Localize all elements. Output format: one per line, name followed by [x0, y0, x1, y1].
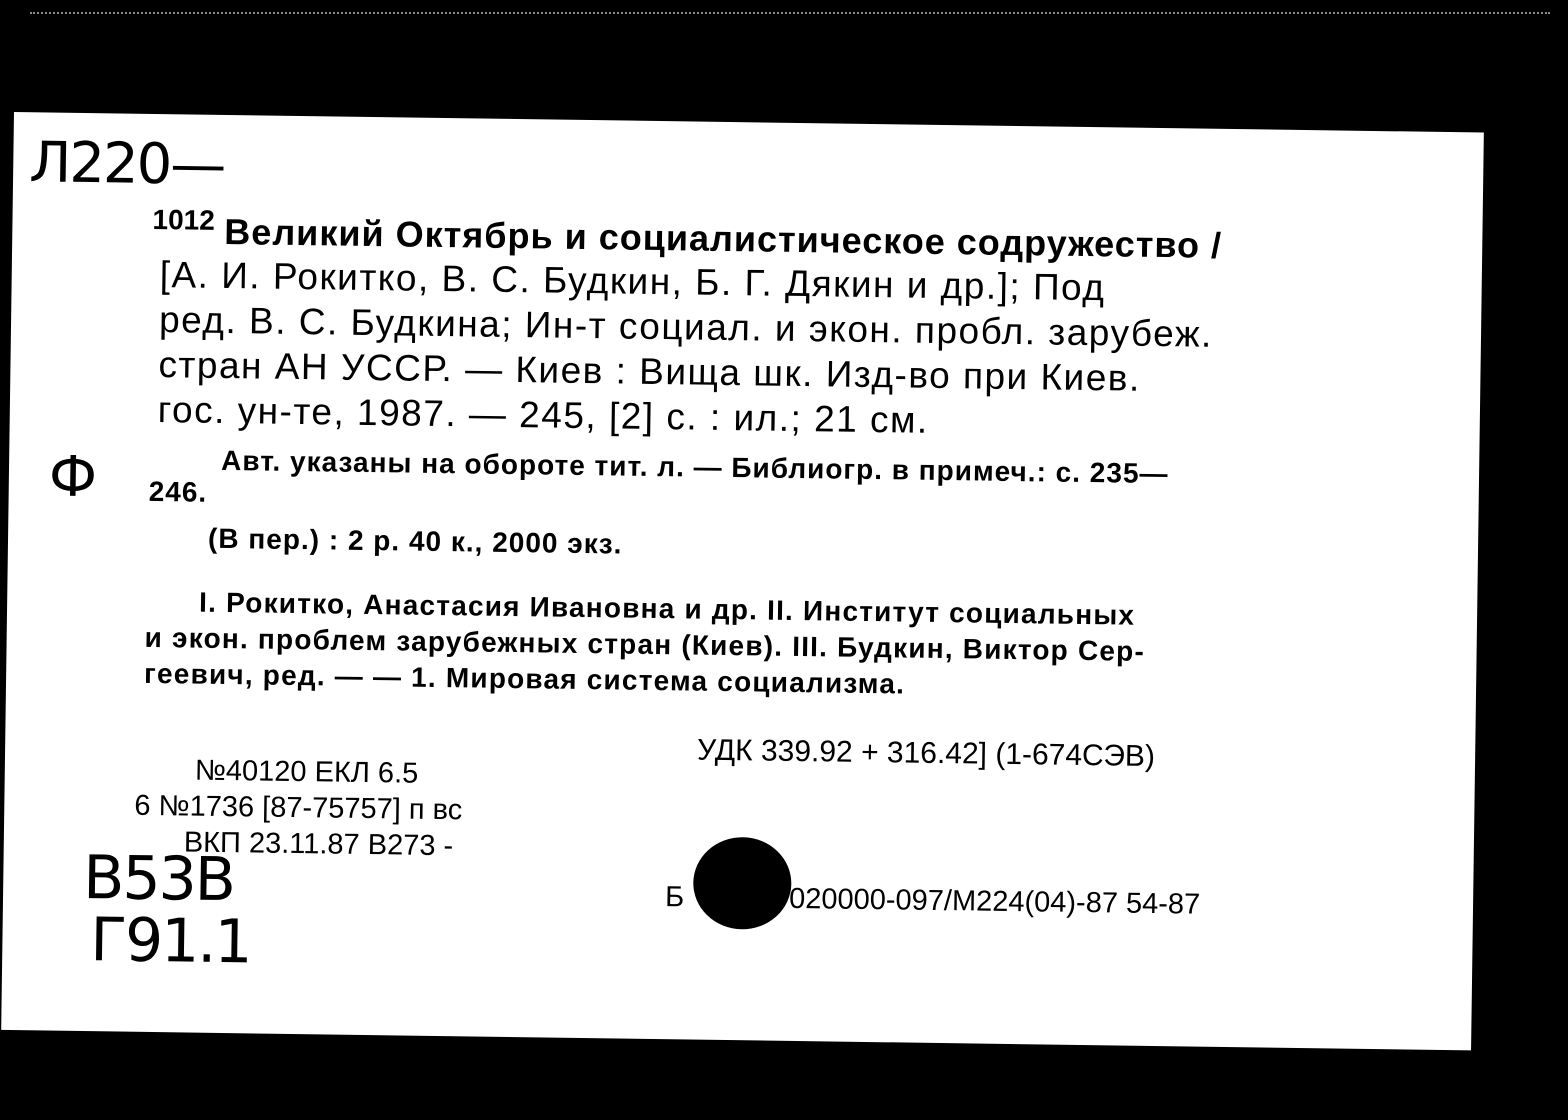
scan-top-rule	[30, 12, 1550, 14]
price-line: (В пер.) : 2 р. 40 к., 2000 экз.	[207, 522, 623, 560]
body-line-3: стран АН УССР. — Киев : Вища шк. Изд-во при Киев.	[158, 344, 1142, 399]
book-title: Великий Октябрь и социалистическое содружество /	[224, 210, 1223, 266]
subject-line-3: геевич, ред. — — 1. Мировая система социализма.	[143, 657, 906, 700]
ink-blot	[693, 837, 792, 930]
catalog-card	[1, 112, 1484, 1050]
subject-line-2: и экон. проблем зарубежных стран (Киев). III. Будкин, Виктор Сер-	[144, 621, 1146, 667]
handwritten-call-number: Л220—	[28, 130, 225, 198]
body-line-2: ред. В. С. Будкина; Ин-т социал. и экон. пробл. зарубеж.	[158, 299, 1214, 355]
catalog-line-1: №40120 ЕКЛ 6.5	[194, 754, 419, 790]
handwritten-shelf-code-1: В53В	[82, 843, 235, 916]
handwritten-phi: Ф	[48, 444, 98, 511]
note-line-2: 246.	[148, 475, 208, 508]
subject-line-1: I. Рокитко, Анастасия Ивановна и др. II. Институт социальных	[198, 586, 1136, 631]
body-line-1: [А. И. Рокитко, В. С. Будкин, Б. Г. Дякин и др.]; Под	[159, 254, 1106, 309]
bbk-prefix: Б	[664, 881, 685, 914]
note-line-1: Авт. указаны на обороте тит. л. — Библиогр. в примеч.: с. 235—	[220, 444, 1169, 490]
catalog-line-3: ВКП 23.11.87 В273 -	[183, 826, 454, 863]
handwritten-shelf-code-2: Г91.1	[89, 905, 252, 978]
shelf-number: 1012	[152, 203, 216, 236]
body-line-4: гос. ун-те, 1987. — 245, [2] с. : ил.; 21 см.	[157, 389, 930, 441]
udk-index: УДК 339.92 + 316.42] (1-674СЭВ)	[696, 733, 1156, 773]
bbk-index: 020000-097/М224(04)-87 54-87	[788, 882, 1201, 921]
catalog-line-2: 6 №1736 [87-75757] п вс	[134, 789, 463, 827]
